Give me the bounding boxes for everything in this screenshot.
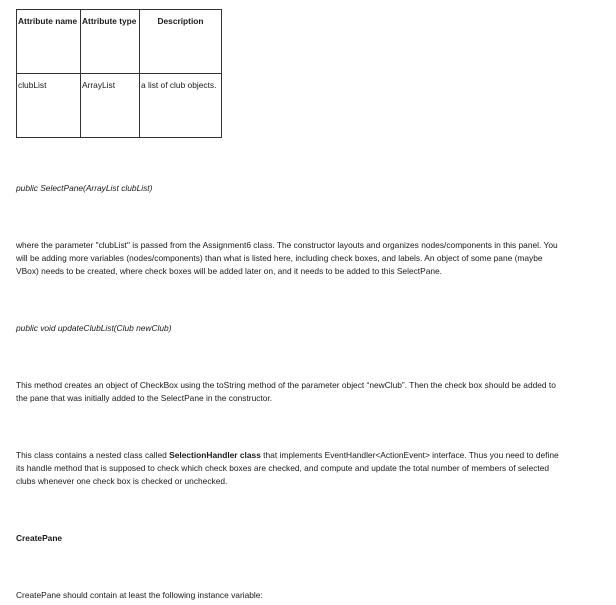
nested-class-name: SelectionHandler class [169,450,261,460]
header-attribute-name: Attribute name [17,10,81,74]
table-row [17,74,222,138]
constructor-signature: public SelectPane(ArrayList clubList) [16,183,153,193]
nested-text-before: This class contains a nested class called [16,450,170,460]
method-signature: public void updateClubList(Club newClub) [16,323,172,333]
header-description: Description [140,10,222,74]
cell-description: a list of club objects. [140,74,222,138]
nested-class-paragraph [16,449,564,488]
cell-attribute-name: clubList [17,74,81,138]
cell-attribute-type: ArrayList [81,74,140,138]
method-description: This method creates an object of CheckBox using the toString method of the parameter object “newClub”. Then the check box should be added to the pane that was initially added to the SelectPane in the constructor. [16,380,556,403]
table-header-row [17,10,222,74]
constructor-description: where the parameter "clubList" is passed from the Assignment6 class. The constructor layouts and organizes nodes/components in this panel. You will be adding more variables (nodes/components) than what is listed here, including check boxes, and labels. An object of some pane (maybe VBox) needs to be created, where check boxes will be added later on, and it needs to be added to this SelectPane. [16,240,558,276]
nested-text-after: that implements EventHandler<ActionEvent> interface. Thus you need to define its handle method that is supposed to check which check boxes are checked, and compute and update the total number of members of selected clubs whenever one check box is checked or unchecked. [16,450,559,486]
attribute-table [16,9,222,138]
create-pane-heading: CreatePane [16,533,63,543]
header-attribute-type: Attribute type [81,10,140,74]
create-pane-description: CreatePane should contain at least the following instance variable: [16,590,263,600]
